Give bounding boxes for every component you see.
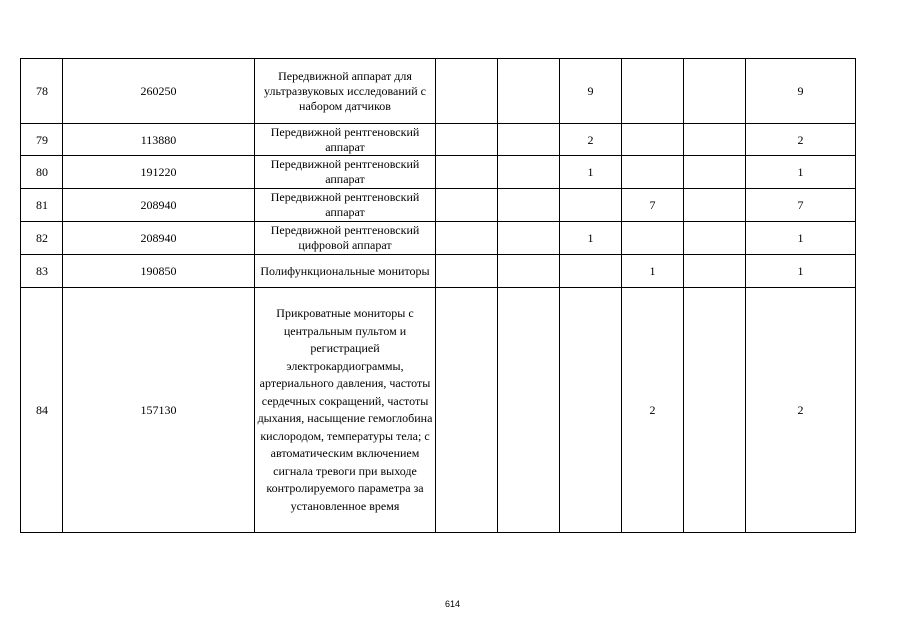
row-col-4: 2 <box>622 288 684 533</box>
row-col-5 <box>684 288 746 533</box>
row-col-1 <box>436 189 498 222</box>
row-col-2 <box>498 255 560 288</box>
row-col-4: 7 <box>622 189 684 222</box>
row-col-3: 9 <box>560 59 622 124</box>
row-code: 191220 <box>63 156 255 189</box>
row-col-4 <box>622 59 684 124</box>
row-total: 1 <box>746 255 856 288</box>
row-name: Передвижной рентгеновский аппарат <box>255 189 436 222</box>
row-col-5 <box>684 189 746 222</box>
row-code: 208940 <box>63 189 255 222</box>
row-col-2 <box>498 189 560 222</box>
row-col-5 <box>684 222 746 255</box>
row-col-4 <box>622 156 684 189</box>
row-col-5 <box>684 156 746 189</box>
row-number: 80 <box>21 156 63 189</box>
row-col-1 <box>436 222 498 255</box>
table-row <box>21 156 856 189</box>
row-total: 1 <box>746 156 856 189</box>
equipment-table <box>20 58 856 533</box>
row-total: 2 <box>746 288 856 533</box>
row-col-2 <box>498 222 560 255</box>
row-total: 2 <box>746 124 856 156</box>
row-name: Передвижной рентгеновский цифровой аппарат <box>255 222 436 255</box>
row-number: 83 <box>21 255 63 288</box>
table-row <box>21 255 856 288</box>
row-col-3: 1 <box>560 222 622 255</box>
row-col-1 <box>436 288 498 533</box>
row-col-5 <box>684 255 746 288</box>
row-col-4 <box>622 222 684 255</box>
row-col-1 <box>436 124 498 156</box>
row-col-2 <box>498 156 560 189</box>
row-name: Полифункциональные мониторы <box>255 255 436 288</box>
row-col-4 <box>622 124 684 156</box>
row-number: 78 <box>21 59 63 124</box>
row-col-5 <box>684 59 746 124</box>
row-code: 190850 <box>63 255 255 288</box>
row-col-2 <box>498 124 560 156</box>
row-col-3 <box>560 255 622 288</box>
table-row <box>21 288 856 533</box>
row-total: 1 <box>746 222 856 255</box>
row-total: 7 <box>746 189 856 222</box>
row-col-3: 2 <box>560 124 622 156</box>
row-number: 82 <box>21 222 63 255</box>
row-code: 113880 <box>63 124 255 156</box>
row-name: Прикроватные мониторы с центральным пультом и регистрацией электрокардиограммы, артериального давления, частоты сердечных сокращений, частоты дыхания, насыщение гемоглобина кислородом, температуры тела; с автоматическим включением сигнала тревоги при выходе контролируемого параметра за установленное время <box>255 288 436 533</box>
row-col-2 <box>498 59 560 124</box>
row-number: 84 <box>21 288 63 533</box>
table-row <box>21 222 856 255</box>
page-number: 614 <box>444 599 461 609</box>
row-col-1 <box>436 59 498 124</box>
row-col-2 <box>498 288 560 533</box>
row-name: Передвижной аппарат для ультразвуковых исследований с набором датчиков <box>255 59 436 124</box>
table-row <box>21 124 856 156</box>
row-code: 208940 <box>63 222 255 255</box>
row-col-3 <box>560 189 622 222</box>
row-number: 79 <box>21 124 63 156</box>
row-col-5 <box>684 124 746 156</box>
table-row <box>21 189 856 222</box>
row-total: 9 <box>746 59 856 124</box>
row-col-3 <box>560 288 622 533</box>
row-number: 81 <box>21 189 63 222</box>
row-col-1 <box>436 255 498 288</box>
row-code: 157130 <box>63 288 255 533</box>
table-row <box>21 59 856 124</box>
row-name: Передвижной рентгеновский аппарат <box>255 156 436 189</box>
row-col-4: 1 <box>622 255 684 288</box>
row-col-3: 1 <box>560 156 622 189</box>
row-name: Передвижной рентгеновский аппарат <box>255 124 436 156</box>
row-col-1 <box>436 156 498 189</box>
row-code: 260250 <box>63 59 255 124</box>
